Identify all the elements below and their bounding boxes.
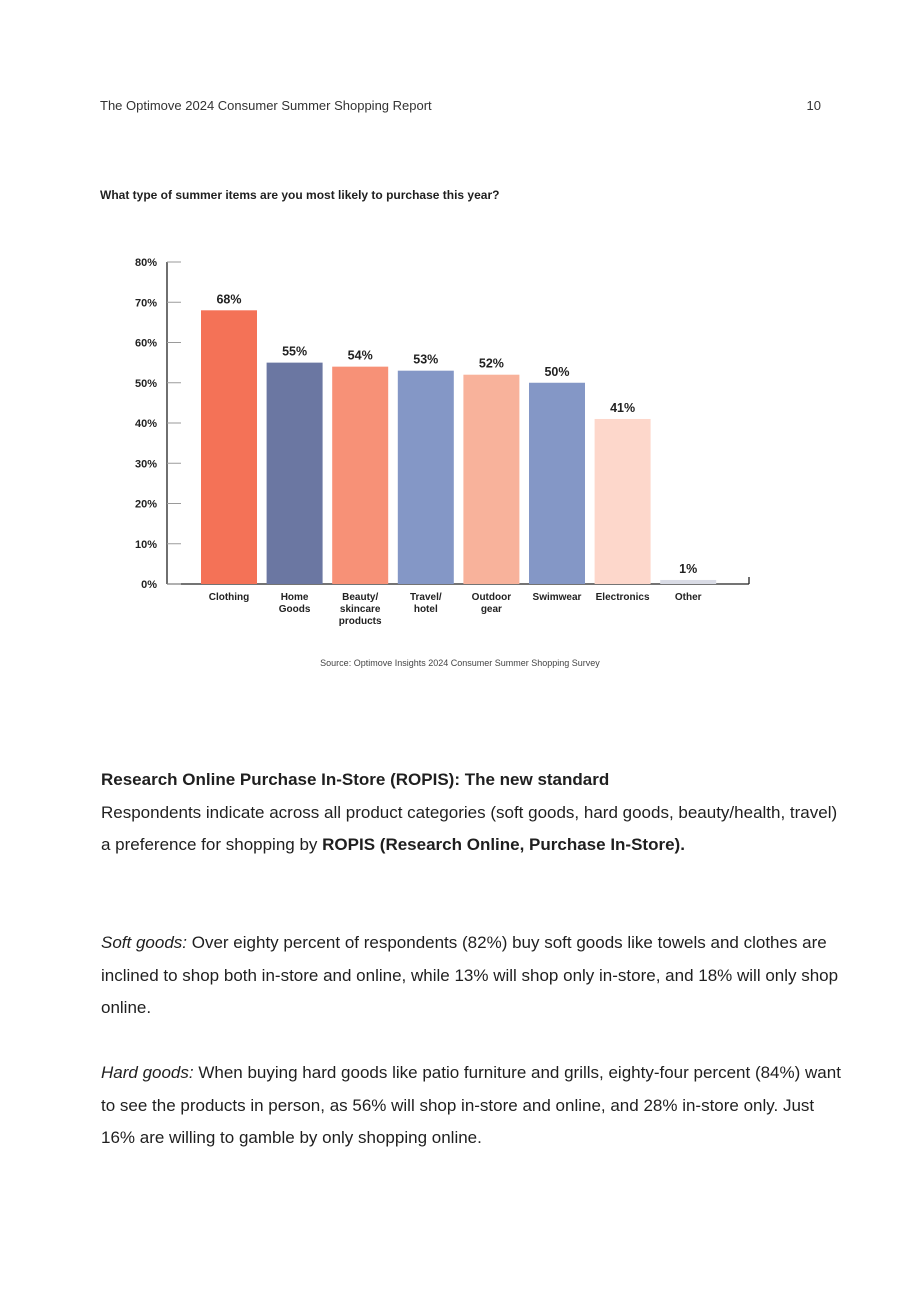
x-category-label — [410, 592, 442, 615]
bar — [267, 363, 323, 584]
source-note: Source: Optimove Insights 2024 Consumer Summer Shopping Survey — [320, 658, 600, 668]
hard-goods-label: Hard goods: — [101, 1063, 194, 1082]
bar — [595, 419, 651, 584]
bar — [201, 310, 257, 584]
x-category-label-line: Other — [674, 592, 702, 603]
y-tick-label: 0% — [141, 579, 157, 591]
y-tick-label: 80% — [134, 257, 157, 269]
y-tick-label: 30% — [134, 458, 157, 471]
x-category-label-line: Beauty/ — [342, 592, 379, 603]
bar-value-label: 41% — [610, 400, 636, 415]
x-category-label-line: Goods — [278, 604, 311, 615]
x-category-label — [533, 592, 582, 603]
bar — [398, 371, 454, 584]
x-category-label-line: Electronics — [595, 592, 650, 603]
x-category-label-line: skincare — [339, 604, 381, 615]
bar-value-label: 52% — [478, 356, 504, 371]
bar — [529, 383, 585, 584]
bar-value-label: 50% — [544, 364, 570, 379]
x-category-label-line: Swimwear — [532, 592, 582, 603]
y-tick-label: 10% — [134, 538, 157, 551]
bar-value-label: 1% — [679, 561, 698, 576]
x-category-label — [675, 592, 702, 603]
soft-goods-section — [101, 927, 841, 1025]
bar-value-label: 53% — [413, 352, 439, 367]
x-category-label — [339, 592, 382, 627]
ropis-strong: ROPIS (Research Online, Purchase In-Store). — [322, 835, 685, 854]
hard-goods-paragraph — [101, 1057, 841, 1155]
x-category-label — [209, 592, 250, 603]
ropis-heading: Research Online Purchase In-Store (ROPIS): The new standard — [101, 770, 610, 789]
bar-value-label: 54% — [347, 348, 373, 363]
soft-goods-text: Over eighty percent of respondents (82%) buy soft goods like towels and clothes are inclined to shop both in-store and online, while 13% will shop only in-store, and 18% will only shop online. — [101, 933, 839, 1017]
y-tick-label: 20% — [134, 498, 157, 511]
x-category-label — [279, 592, 311, 615]
x-category-label — [472, 592, 512, 615]
x-category-label-line: Clothing — [208, 592, 250, 603]
y-tick-label: 60% — [134, 337, 157, 350]
x-category-label-line: Home — [280, 592, 309, 603]
ropis-section — [101, 764, 841, 862]
x-category-label-line: gear — [480, 604, 502, 615]
hard-goods-section — [101, 1057, 841, 1155]
bar — [332, 367, 388, 584]
bar-value-label: 68% — [216, 292, 242, 307]
hard-goods-text: When buying hard goods like patio furniture and grills, eighty-four percent (84%) want to see the products in person, as 56% will shop in-store and online, and 28% in-store only. Just 16% are willing to gamble by only shopping online. — [101, 1063, 841, 1147]
bar — [463, 375, 519, 584]
page-number: 10 — [806, 98, 821, 113]
bar-value-label: 55% — [282, 344, 308, 359]
x-category-label-line: products — [338, 616, 382, 627]
report-title: The Optimove 2024 Consumer Summer Shopping Report — [100, 98, 432, 113]
y-tick-label: 40% — [134, 418, 157, 430]
bar-chart — [0, 0, 920, 650]
soft-goods-label: Soft goods: — [101, 933, 188, 952]
x-category-label-line: Outdoor — [471, 592, 512, 603]
soft-goods-paragraph — [101, 927, 841, 1025]
x-category-label-line: Travel/ — [409, 592, 442, 603]
x-category-label — [596, 592, 650, 603]
ropis-text: Respondents indicate across all product categories (soft goods, hard goods, beauty/health, travel) a preference for shopping by — [101, 802, 838, 854]
bar — [660, 580, 716, 584]
y-tick-label: 50% — [134, 377, 157, 390]
chart-title: What type of summer items are you most likely to purchase this year? — [100, 188, 500, 202]
y-tick-label: 70% — [134, 297, 157, 310]
x-category-label-line: hotel — [413, 604, 438, 615]
ropis-paragraph — [101, 797, 841, 862]
